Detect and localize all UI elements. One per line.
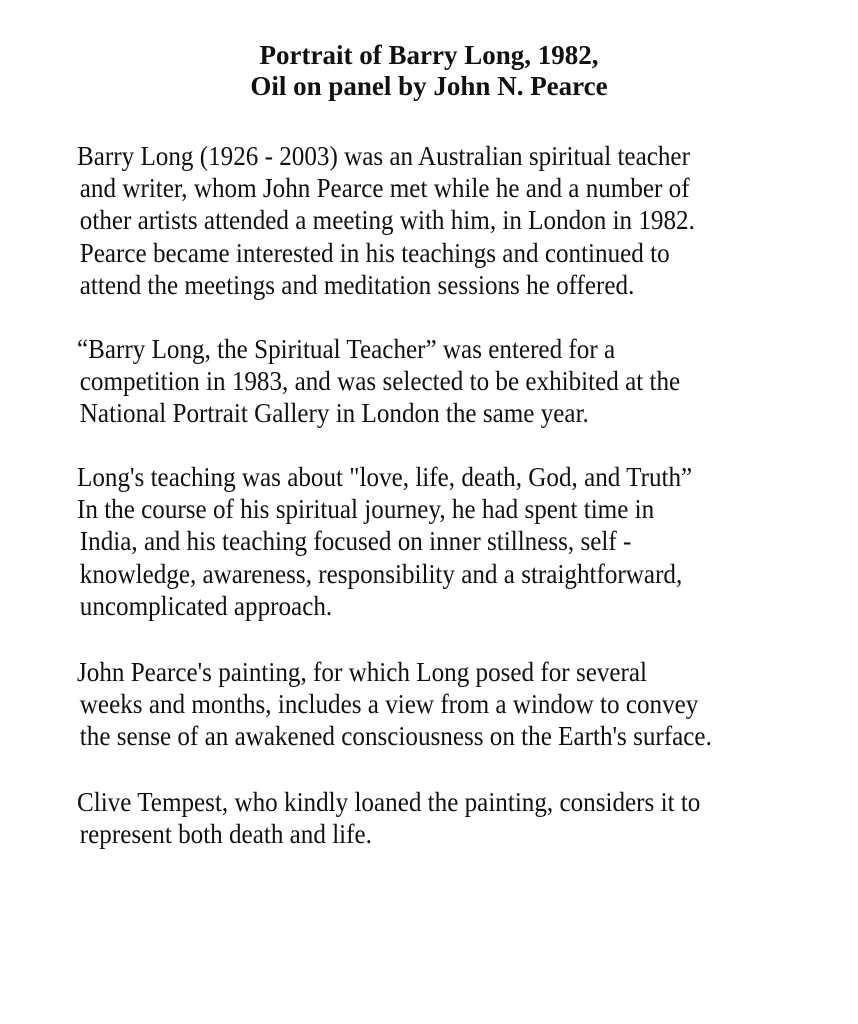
text-line: knowledge, awareness, responsibility and a straightforward, [79,558,683,589]
text-line: Clive Tempest, who kindly loaned the painting, considers it to [77,787,701,817]
paragraph-loan [77,786,837,850]
text-line: National Portrait Gallery in London the same year. [79,398,589,429]
title-line: Oil on panel by John N. Pearce [250,71,608,101]
text-line: represent both death and life. [79,819,372,850]
text-line: “Barry Long, the Spiritual Teacher” was entered for a [77,334,616,364]
text-line: India, and his teaching focused on inner stillness, self - [79,526,632,557]
text-line: the sense of an awakened consciousness on the Earth's surface. [79,721,712,752]
text-line: and writer, whom John Pearce met while he and a number of [79,173,690,204]
text-line: Barry Long (1926 - 2003) was an Australian spiritual teacher [77,141,690,171]
text-line: Pearce became interested in his teachings and continued to [79,237,670,268]
text-line: In the course of his spiritual journey, he had spent time in [77,494,655,525]
text-line: John Pearce's painting, for which Long posed for several [77,657,648,687]
paragraph-teaching [77,461,837,622]
title-line: Portrait of Barry Long, 1982, [259,40,599,70]
text-line: uncomplicated approach. [79,590,333,621]
text-line: weeks and months, includes a view from a window to convey [79,689,699,720]
paragraph-painting [77,656,837,753]
text-line: other artists attended a meeting with him, in London in 1982. [79,205,695,236]
text-line: competition in 1983, and was selected to be exhibited at the [79,366,681,397]
paragraph-biography [77,140,837,301]
document-title [0,40,858,102]
text-line: Long's teaching was about "love, life, death, God, and Truth” [77,462,693,492]
paragraph-competition [77,333,837,430]
text-line: attend the meetings and meditation sessions he offered. [79,269,635,300]
